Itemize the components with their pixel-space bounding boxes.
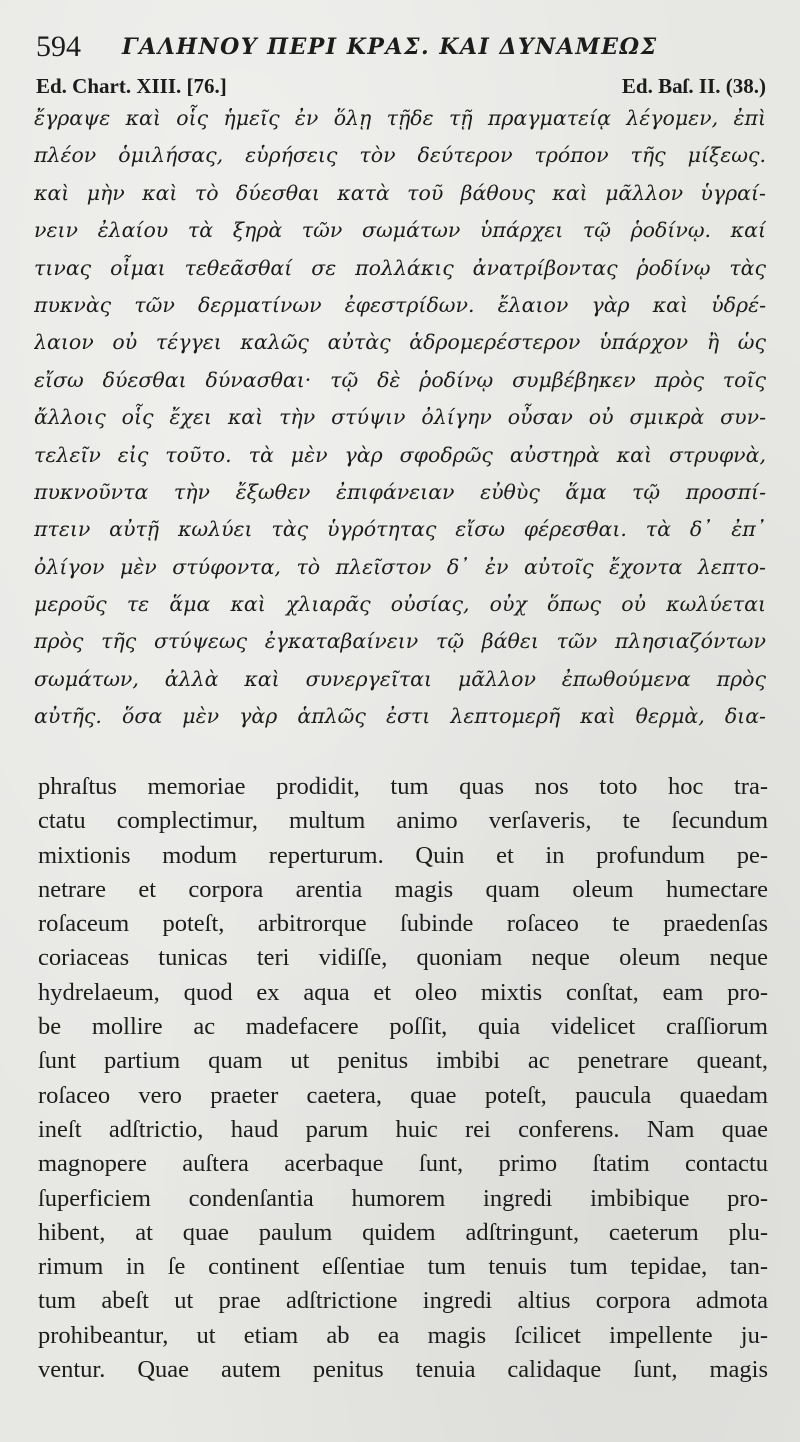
latin-text-line: ctatu complectimur, multum animo verſaveris, te ſecundum (38, 807, 768, 835)
latin-text-line: prohibeantur, ut etiam ab ea magis ſcilicet impellente ju- (38, 1321, 768, 1349)
greek-text-line: εἴσω δύεσθαι δύνασθαι· τῷ δὲ ῥοδίνῳ συμβέβηκεν πρὸς τοῖς (34, 367, 766, 392)
page-header (36, 28, 776, 68)
greek-text-line: ὀλίγον μὲν στύφοντα, τὸ πλεῖστον δ᾽ ἐν αὐτοῖς ἔχοντα λεπτο- (34, 554, 766, 579)
greek-text-line: αὐτῆς. ὅσα μὲν γὰρ ἁπλῶς ἐστι λεπτομερῆ καὶ θερμὰ, δια- (34, 704, 766, 729)
greek-text-line: ἔγραψε καὶ οἷς ἡμεῖς ἐν ὅλῃ τῇδε τῇ πραγματείᾳ λέγομεν, ἐπὶ (34, 106, 766, 130)
latin-text-line: mixtionis modum reperturum. Quin et in profundum pe- (38, 841, 768, 869)
greek-text-line: πυκνοῦντα τὴν ἔξωθεν ἐπιφάνειαν εὐθὺς ἅμα τῷ προσπί- (34, 479, 766, 504)
latin-text-line: ſunt partium quam ut penitus imbibi ac penetrare queant, (38, 1047, 768, 1075)
greek-text-line: σωμάτων, ἀλλὰ καὶ συνεργεῖται μᾶλλον ἐπωθούμενα πρὸς (34, 666, 766, 691)
latin-text-line: be mollire ac madefacere poſſit, quia videlicet craſſiorum (38, 1013, 768, 1041)
edition-basel-reference: Ed. Baſ. II. (38.) (621, 74, 766, 98)
latin-text-block (38, 770, 768, 1387)
greek-text-line: τελεῖν εἰς τοῦτο. τὰ μὲν γὰρ σφοδρῶς αὐστηρὰ καὶ στρυφνὰ, (34, 442, 766, 467)
latin-text-line: magnopere auſtera acerbaque ſunt, primo ſtatim contactu (38, 1150, 768, 1178)
page-number: 594 (36, 30, 81, 63)
latin-text-line: roſaceo vero praeter caetera, quae poteſt, paucula quaedam (38, 1081, 768, 1109)
greek-text-line: καὶ μὴν καὶ τὸ δύεσθαι κατὰ τοῦ βάθους καὶ μᾶλλον ὑγραί- (34, 180, 766, 205)
latin-text-line: hydrelaeum, quod ex aqua et oleo mixtis conſtat, eam pro- (38, 978, 768, 1006)
latin-text-line: ſuperficiem condenſantia humorem ingredi imbibique pro- (38, 1184, 768, 1212)
latin-text-line: roſaceum poteſt, arbitrorque ſubinde roſaceo te praedenſas (38, 910, 768, 938)
latin-text-line: netrare et corpora arentia magis quam oleum humectare (38, 875, 768, 903)
latin-text-line: ineſt adſtrictio, haud parum huic rei conferens. Nam quae (38, 1115, 768, 1143)
greek-text-line: πρὸς τῆς στύψεως ἐγκαταβαίνειν τῷ βάθει τῶν πλησιαζόντων (34, 629, 766, 654)
greek-text-line: πτειν αὐτῇ κωλύει τὰς ὑγρότητας εἴσω φέρεσθαι. τὰ δ᾽ ἐπ᾽ (34, 517, 766, 542)
greek-text-line: πλέον ὁμιλήσας, εὑρήσεις τὸν δεύτερον τρόπον τῆς μίξεως. (34, 143, 766, 168)
latin-text-line: tum abeſt ut prae adſtrictione ingredi altius corpora admota (38, 1287, 768, 1315)
greek-text-line: νειν ἐλαίου τὰ ξηρὰ τῶν σωμάτων ὑπάρχει τῷ ῥοδίνῳ. καί (34, 218, 766, 243)
latin-text-line: ventur. Quae autem penitus tenuia calidaque ſunt, magis (38, 1356, 768, 1384)
greek-text-line: λαιον οὐ τέγγει καλῶς αὐτὰς ἁδρομερέστερον ὑπάρχον ἢ ὡς (34, 330, 766, 355)
greek-text-line: μεροῦς τε ἅμα καὶ χλιαρᾶς οὐσίας, οὐχ ὅπως οὐ κωλύεται (34, 592, 766, 617)
greek-text-line: ἄλλοις οἷς ἔχει καὶ τὴν στύψιν ὀλίγην οὖσαν οὐ σμικρὰ συν- (34, 405, 766, 430)
greek-text-line: τινας οἶμαι τεθεᾶσθαί σε πολλάκις ἀνατρίβοντας ῥοδίνῳ τὰς (34, 255, 766, 280)
greek-text-line: πυκνὰς τῶν δερματίνων ἐφεστρίδων. ἔλαιον γὰρ καὶ ὑδρέ- (34, 292, 766, 317)
greek-text-block (34, 100, 766, 736)
running-title: ΓΑΛΗΝΟΥ ΠΕΡΙ ΚΡΑΣ. ΚΑΙ ΔΥΝΑΜΕΩΣ (122, 34, 658, 60)
latin-text-line: hibent, at quae paulum quidem adſtringunt, caeterum plu- (38, 1218, 768, 1246)
latin-text-line: rimum in ſe continent eſſentiae tum tenuis tum tepidae, tan- (38, 1253, 768, 1281)
edition-chartier-reference: Ed. Chart. XIII. [76.] (36, 74, 227, 98)
latin-text-line: phraſtus memoriae prodidit, tum quas nos toto hoc tra- (38, 773, 768, 800)
latin-text-line: coriaceas tunicas teri vidiſſe, quoniam neque oleum neque (38, 944, 768, 972)
